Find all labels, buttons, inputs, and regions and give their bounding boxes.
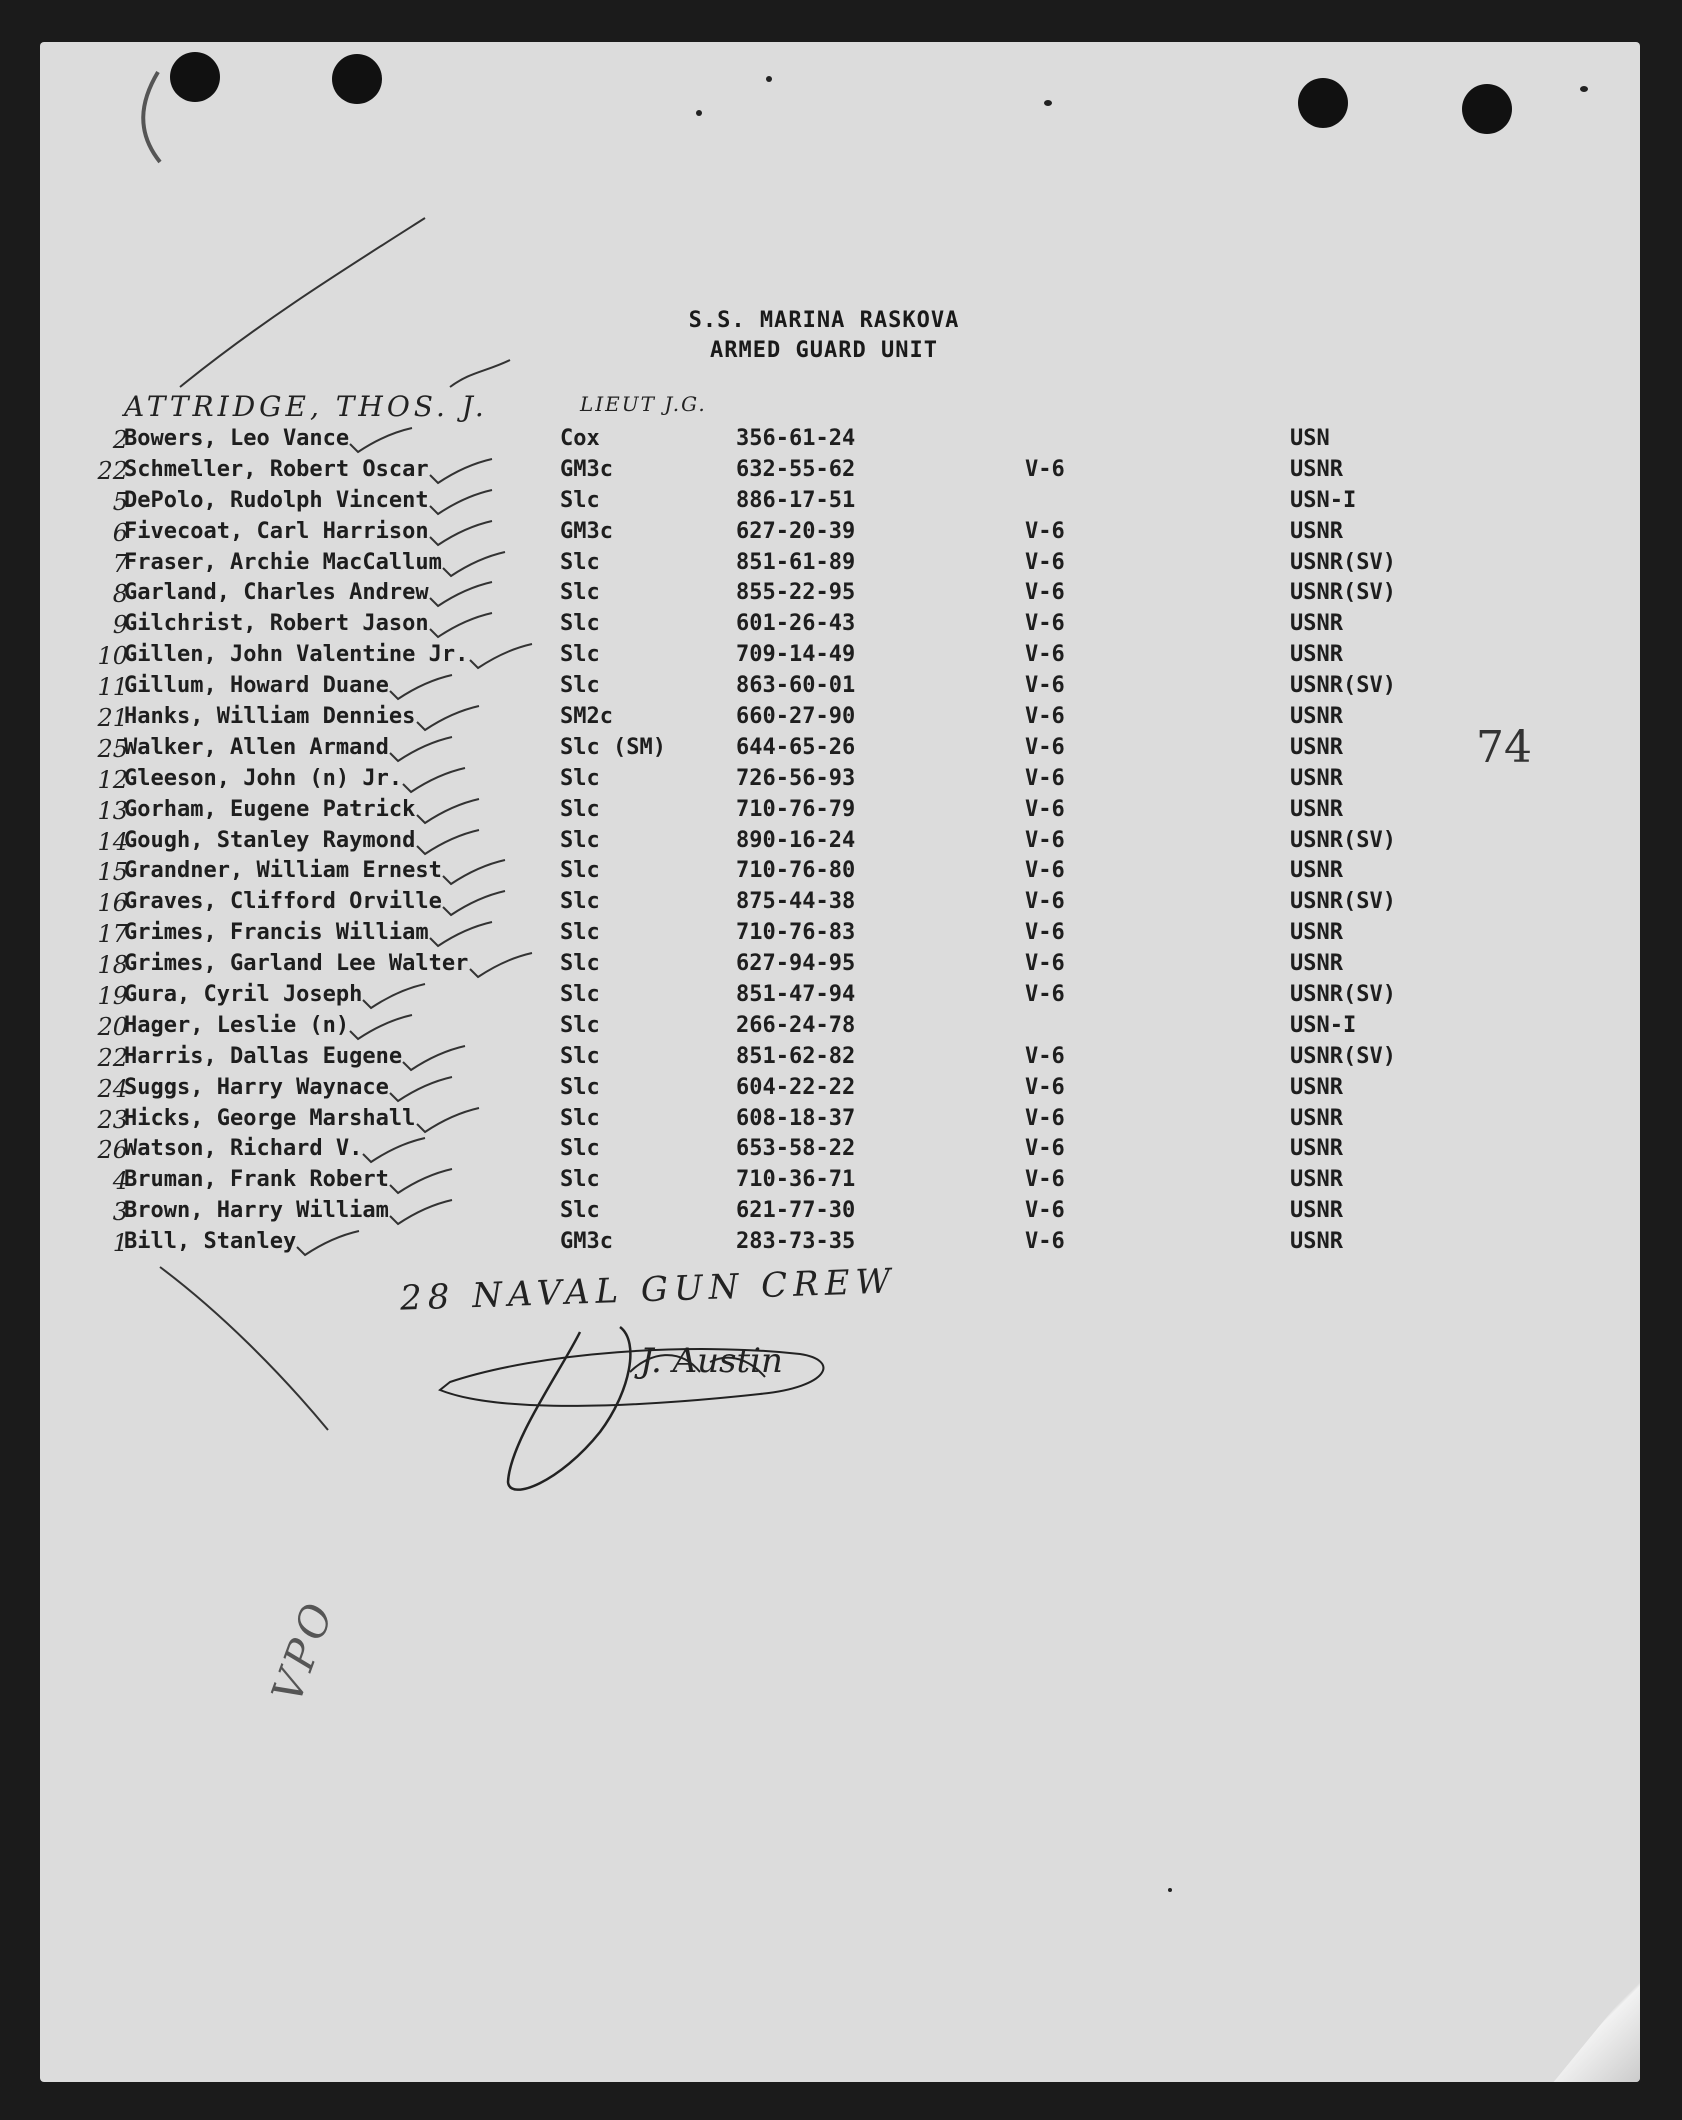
- crew-component: USNR(SV): [1290, 549, 1396, 575]
- crew-class: V-6: [1025, 580, 1065, 606]
- crew-name: Harris, Dallas Eugene: [124, 1043, 403, 1069]
- signature-text: J. Austin: [640, 1341, 783, 1381]
- crew-name: Gorham, Eugene Patrick: [124, 796, 416, 822]
- roster-row: [40, 1229, 1640, 1260]
- check-mark-icon: [426, 519, 496, 549]
- check-mark-icon: [439, 550, 509, 580]
- service-number: 726-56-93: [736, 765, 856, 791]
- roster-number: 7: [112, 549, 128, 578]
- roster-number: 5: [112, 487, 128, 516]
- service-number: 356-61-24: [736, 426, 856, 451]
- crew-rate: Slc: [560, 765, 600, 791]
- roster-row: [40, 519, 1640, 550]
- crew-name: Gough, Stanley Raymond: [124, 827, 416, 853]
- roster-row: [40, 611, 1640, 642]
- page-curl: [1552, 1974, 1640, 2082]
- crew-rate: Slc: [560, 920, 600, 946]
- check-mark-icon: [413, 797, 483, 827]
- crew-class: V-6: [1025, 518, 1065, 544]
- check-mark-icon: [466, 951, 536, 981]
- crew-component: USNR(SV): [1290, 580, 1396, 606]
- check-mark-icon: [386, 735, 456, 765]
- crew-roster: [40, 426, 1640, 1260]
- crew-name: Hicks, George Marshall: [124, 1105, 416, 1131]
- crew-rate: Slc: [560, 580, 600, 606]
- service-number: 709-14-49: [736, 642, 856, 668]
- roster-number: 11: [97, 673, 128, 702]
- crew-name: Bill, Stanley: [124, 1229, 297, 1255]
- check-mark-icon: [426, 580, 496, 610]
- crew-name: Grimes, Garland Lee Walter: [124, 951, 469, 977]
- roster-row: [40, 766, 1640, 797]
- check-mark-icon: [426, 457, 496, 487]
- roster-row: [40, 580, 1640, 611]
- check-mark-icon: [386, 1198, 456, 1228]
- roster-row: [40, 982, 1640, 1013]
- roster-row: [40, 1013, 1640, 1044]
- paper-speck: [1044, 100, 1052, 106]
- roster-number: 6: [112, 518, 128, 547]
- roster-number: 1: [112, 1229, 128, 1258]
- paper-speck: [766, 76, 772, 82]
- crew-component: USN: [1290, 426, 1330, 451]
- crew-class: V-6: [1025, 1043, 1065, 1069]
- crew-class: V-6: [1025, 858, 1065, 884]
- crew-name: Fivecoat, Carl Harrison: [124, 518, 429, 544]
- roster-row: [40, 1044, 1640, 1075]
- crew-component: USNR: [1290, 796, 1343, 822]
- roster-row: [40, 828, 1640, 859]
- crew-name: Gillen, John Valentine Jr.: [124, 642, 469, 668]
- crew-rate: Slc: [560, 858, 600, 884]
- crew-rate: Slc: [560, 487, 600, 513]
- crew-class: V-6: [1025, 951, 1065, 977]
- crew-component: USNR: [1290, 518, 1343, 544]
- crew-class: V-6: [1025, 827, 1065, 853]
- roster-number: 3: [112, 1198, 128, 1227]
- crew-component: USNR: [1290, 1167, 1343, 1193]
- roster-row: [40, 1167, 1640, 1198]
- crew-count-note: 28 NAVAL GUN CREW: [399, 1261, 898, 1319]
- service-number: 627-20-39: [736, 518, 856, 544]
- punch-hole: [1298, 78, 1348, 128]
- punch-hole: [332, 54, 382, 104]
- roster-number: 13: [97, 796, 128, 825]
- crew-class: V-6: [1025, 549, 1065, 575]
- service-number: 653-58-22: [736, 1136, 856, 1162]
- roster-number: 22: [97, 1043, 128, 1072]
- check-mark-icon: [426, 488, 496, 518]
- crew-rate: Slc: [560, 827, 600, 853]
- crew-rate: Slc: [560, 1105, 600, 1131]
- crew-component: USNR: [1290, 1198, 1343, 1224]
- crew-name: Hager, Leslie (n): [124, 1012, 350, 1038]
- crew-class: V-6: [1025, 1198, 1065, 1224]
- crew-rate: Slc: [560, 549, 600, 575]
- roster-row: [40, 704, 1640, 735]
- crew-name: Walker, Allen Armand: [124, 734, 389, 760]
- crew-class: V-6: [1025, 920, 1065, 946]
- roster-row: [40, 1136, 1640, 1167]
- crew-component: USNR(SV): [1290, 1043, 1396, 1069]
- paper-speck: [696, 110, 702, 116]
- crew-name: Grimes, Francis William: [124, 920, 429, 946]
- roster-row: [40, 1106, 1640, 1137]
- crew-component: USNR: [1290, 765, 1343, 791]
- crew-name: Gleeson, John (n) Jr.: [124, 765, 403, 791]
- crew-rate: SM2c: [560, 704, 613, 730]
- crew-class: V-6: [1025, 642, 1065, 668]
- service-number: 608-18-37: [736, 1105, 856, 1131]
- crew-name: Gilchrist, Robert Jason: [124, 611, 429, 637]
- crew-rate: Slc: [560, 1198, 600, 1224]
- roster-number: 18: [97, 951, 128, 980]
- roster-row: [40, 1198, 1640, 1229]
- check-mark-icon: [413, 828, 483, 858]
- service-number: 886-17-51: [736, 487, 856, 513]
- roster-number: 21: [97, 704, 128, 733]
- crew-class: V-6: [1025, 1136, 1065, 1162]
- roster-row: [40, 951, 1640, 982]
- crew-name: Gura, Cyril Joseph: [124, 982, 363, 1008]
- crew-class: V-6: [1025, 1074, 1065, 1100]
- crew-name: Brown, Harry William: [124, 1198, 389, 1224]
- service-number: 710-36-71: [736, 1167, 856, 1193]
- crew-rate: Slc: [560, 982, 600, 1008]
- crew-name: Suggs, Harry Waynace: [124, 1074, 389, 1100]
- service-number: 851-47-94: [736, 982, 856, 1008]
- crew-rate: Cox: [560, 426, 600, 451]
- crew-rate: GM3c: [560, 518, 613, 544]
- service-number: 621-77-30: [736, 1198, 856, 1224]
- crew-name: Bruman, Frank Robert: [124, 1167, 389, 1193]
- corner-note: VPO: [262, 1593, 344, 1709]
- punch-hole: [170, 52, 220, 102]
- crew-name: Schmeller, Robert Oscar: [124, 456, 429, 482]
- roster-number: 20: [97, 1012, 128, 1041]
- crew-class: V-6: [1025, 982, 1065, 1008]
- service-number: 601-26-43: [736, 611, 856, 637]
- crew-rate: GM3c: [560, 1229, 613, 1255]
- service-number: 855-22-95: [736, 580, 856, 606]
- roster-number: 26: [97, 1136, 128, 1165]
- check-mark-icon: [386, 1167, 456, 1197]
- service-number: 863-60-01: [736, 673, 856, 699]
- crew-component: USN-I: [1290, 487, 1357, 513]
- crew-component: USNR: [1290, 1105, 1343, 1131]
- service-number: 660-27-90: [736, 704, 856, 730]
- crew-class: V-6: [1025, 1229, 1065, 1255]
- roster-row: [40, 797, 1640, 828]
- crew-component: USNR: [1290, 704, 1343, 730]
- check-mark-icon: [439, 889, 509, 919]
- roster-row: [40, 457, 1640, 488]
- crew-rate: Slc: [560, 673, 600, 699]
- roster-number: 15: [97, 858, 128, 887]
- check-mark-icon: [399, 1044, 469, 1074]
- pen-stroke: [160, 1267, 328, 1430]
- service-number: 890-16-24: [736, 827, 856, 853]
- officer-name: ATTRIDGE, THOS. J.: [124, 390, 488, 423]
- crew-name: Hanks, William Dennies: [124, 704, 416, 730]
- crew-component: USNR: [1290, 611, 1343, 637]
- check-mark-icon: [359, 1136, 429, 1166]
- roster-row: [40, 735, 1640, 766]
- document-page: [40, 42, 1640, 2082]
- roster-number: 8: [112, 580, 128, 609]
- check-mark-icon: [346, 426, 416, 456]
- crew-rate: Slc: [560, 889, 600, 915]
- roster-number: 17: [97, 920, 128, 949]
- crew-component: USNR: [1290, 1229, 1343, 1255]
- check-mark-icon: [293, 1229, 363, 1259]
- roster-row: [40, 550, 1640, 581]
- roster-row: [40, 673, 1640, 704]
- crew-rate: Slc: [560, 1167, 600, 1193]
- service-number: 875-44-38: [736, 889, 856, 915]
- crew-component: USNR(SV): [1290, 982, 1396, 1008]
- crew-class: V-6: [1025, 673, 1065, 699]
- roster-row: [40, 920, 1640, 951]
- service-number: 266-24-78: [736, 1012, 856, 1038]
- crew-component: USN-I: [1290, 1012, 1357, 1038]
- crew-component: USNR: [1290, 642, 1343, 668]
- crew-rate: Slc: [560, 796, 600, 822]
- crew-name: Fraser, Archie MacCallum: [124, 549, 442, 575]
- crew-component: USNR: [1290, 734, 1343, 760]
- check-mark-icon: [466, 642, 536, 672]
- service-number: 644-65-26: [736, 734, 856, 760]
- roster-row: [40, 426, 1640, 457]
- check-mark-icon: [359, 982, 429, 1012]
- crew-class: V-6: [1025, 889, 1065, 915]
- crew-class: V-6: [1025, 1105, 1065, 1131]
- crew-name: Gillum, Howard Duane: [124, 673, 389, 699]
- roster-row: [40, 642, 1640, 673]
- service-number: 283-73-35: [736, 1229, 856, 1255]
- crew-rate: Slc: [560, 1136, 600, 1162]
- roster-row: [40, 1075, 1640, 1106]
- crew-class: V-6: [1025, 765, 1065, 791]
- service-number: 710-76-80: [736, 858, 856, 884]
- crew-component: USNR(SV): [1290, 889, 1396, 915]
- service-number: 604-22-22: [736, 1074, 856, 1100]
- roster-number: 12: [97, 765, 128, 794]
- check-mark-icon: [346, 1013, 416, 1043]
- document-title: S.S. MARINA RASKOVA: [688, 308, 960, 333]
- crew-name: Bowers, Leo Vance: [124, 426, 350, 451]
- crew-class: V-6: [1025, 796, 1065, 822]
- crew-component: USNR: [1290, 1074, 1343, 1100]
- roster-row: [40, 858, 1640, 889]
- crew-name: Watson, Richard V.: [124, 1136, 363, 1162]
- crew-name: DePolo, Rudolph Vincent: [124, 487, 429, 513]
- paper-speck: [1168, 1888, 1172, 1892]
- crew-class: V-6: [1025, 456, 1065, 482]
- crew-rate: Slc: [560, 1043, 600, 1069]
- roster-number: 23: [97, 1105, 128, 1134]
- service-number: 851-62-82: [736, 1043, 856, 1069]
- officer-rank: LIEUT J.G.: [580, 392, 707, 416]
- service-number: 627-94-95: [736, 951, 856, 977]
- roster-row: [40, 889, 1640, 920]
- check-mark-icon: [426, 920, 496, 950]
- roster-number: 25: [97, 734, 128, 763]
- document-subtitle: ARMED GUARD UNIT: [710, 338, 938, 363]
- crew-class: V-6: [1025, 1167, 1065, 1193]
- crew-rate: GM3c: [560, 456, 613, 482]
- roster-row: [40, 488, 1640, 519]
- crew-rate: Slc: [560, 611, 600, 637]
- crew-class: V-6: [1025, 704, 1065, 730]
- check-mark-icon: [439, 858, 509, 888]
- crew-component: USNR(SV): [1290, 673, 1396, 699]
- roster-number: 16: [97, 889, 128, 918]
- check-mark-icon: [413, 704, 483, 734]
- roster-number: 10: [97, 642, 128, 671]
- signature: [440, 1327, 823, 1490]
- roster-number: 24: [97, 1074, 128, 1103]
- crew-class: V-6: [1025, 734, 1065, 760]
- roster-number: 9: [112, 611, 128, 640]
- crew-rate: Slc (SM): [560, 734, 666, 760]
- check-mark-icon: [386, 673, 456, 703]
- crew-rate: Slc: [560, 642, 600, 668]
- crew-component: USNR: [1290, 1136, 1343, 1162]
- crew-rate: Slc: [560, 1012, 600, 1038]
- pen-stroke: [450, 360, 510, 387]
- service-number: 851-61-89: [736, 549, 856, 575]
- check-mark-icon: [426, 611, 496, 641]
- crew-component: USNR: [1290, 920, 1343, 946]
- service-number: 710-76-79: [736, 796, 856, 822]
- service-number: 710-76-83: [736, 920, 856, 946]
- check-mark-icon: [413, 1106, 483, 1136]
- roster-number: 2: [112, 426, 128, 454]
- crew-name: Grandner, William Ernest: [124, 858, 442, 884]
- crew-name: Garland, Charles Andrew: [124, 580, 429, 606]
- roster-number: 4: [112, 1167, 128, 1196]
- crew-component: USNR: [1290, 951, 1343, 977]
- crew-class: V-6: [1025, 611, 1065, 637]
- roster-number: 14: [97, 827, 128, 856]
- roster-number: 19: [97, 982, 128, 1011]
- crew-component: USNR(SV): [1290, 827, 1396, 853]
- pen-stroke: [143, 72, 160, 162]
- roster-number: 22: [97, 456, 128, 485]
- crew-rate: Slc: [560, 951, 600, 977]
- service-number: 632-55-62: [736, 456, 856, 482]
- crew-component: USNR: [1290, 858, 1343, 884]
- check-mark-icon: [386, 1075, 456, 1105]
- crew-rate: Slc: [560, 1074, 600, 1100]
- crew-component: USNR: [1290, 456, 1343, 482]
- crew-name: Graves, Clifford Orville: [124, 889, 442, 915]
- page-number: 74: [1476, 722, 1532, 773]
- paper-speck: [1580, 86, 1588, 92]
- check-mark-icon: [399, 766, 469, 796]
- punch-hole: [1462, 84, 1512, 134]
